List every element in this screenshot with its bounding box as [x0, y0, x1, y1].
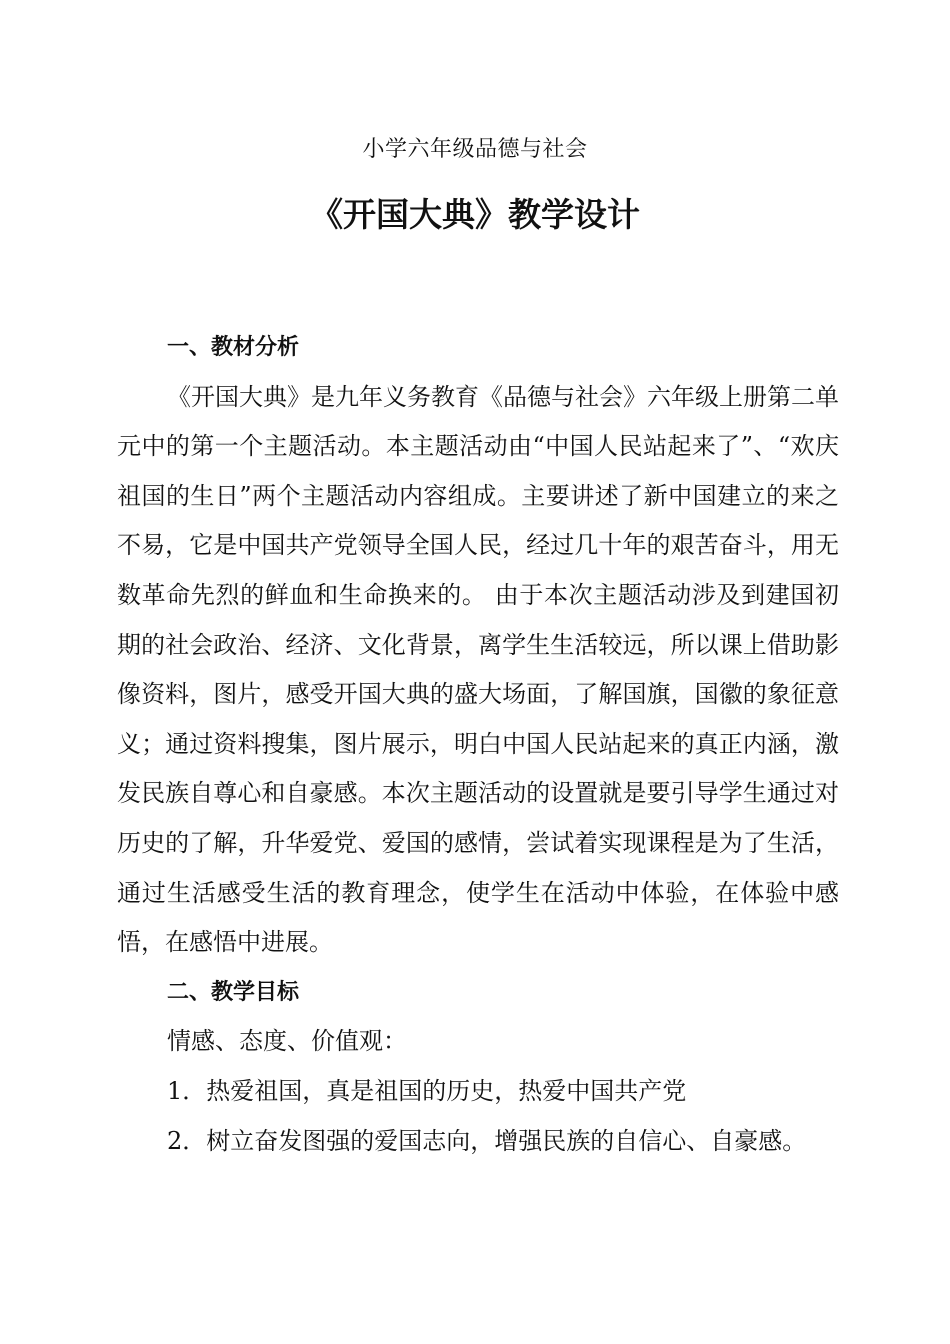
objective-item-1: 1．热爱祖国，真是祖国的历史，热爱中国共产党	[167, 1076, 687, 1105]
document-title: 《开国大典》教学设计	[310, 195, 640, 234]
document-body	[117, 323, 839, 1166]
section-heading-teaching-objectives: 二、教学目标	[167, 979, 300, 1005]
section-paragraph-teaching-material-analysis: 《开国大典》是九年义务教育《品德与社会》六年级上册第二单元中的第一个主题活动。本主题活动由“中国人民站起来了”、“欢庆祖国的生日”两个主题活动内容组成。主要讲述了新中国建立的来之不易，它是中国共产党领导全国人民，经过几十年的艰苦奋斗，用无数革命先烈的鲜血和生命换来的。 由于本次主题活动涉及到建国初期的社会政治、经济、文化背景，离学生生活较远，所以课上借助影像资料，图片，感受开国大典的盛大场面，了解国旗，国徽的象征意义；通过资料搜集，图片展示，明白中国人民站起来的真正内涵，激发民族自尊心和自豪感。本次主题活动的设置就是要引导学生通过对历史的了解，升华爱党、爱国的感情，尝试着实现课程是为了生活，通过生活感受生活的教育理念，使学生在活动中体验，在体验中感悟，在感悟中进展。	[117, 382, 839, 957]
section-heading-teaching-material-analysis: 一、教材分析	[167, 335, 300, 360]
objective-item-2: 2．树立奋发图强的爱国志向，增强民族的自信心、自豪感。	[167, 1126, 807, 1155]
document-subtitle: 小学六年级品德与社会	[362, 137, 588, 162]
objective-category: 情感、态度、价值观：	[167, 1027, 407, 1056]
